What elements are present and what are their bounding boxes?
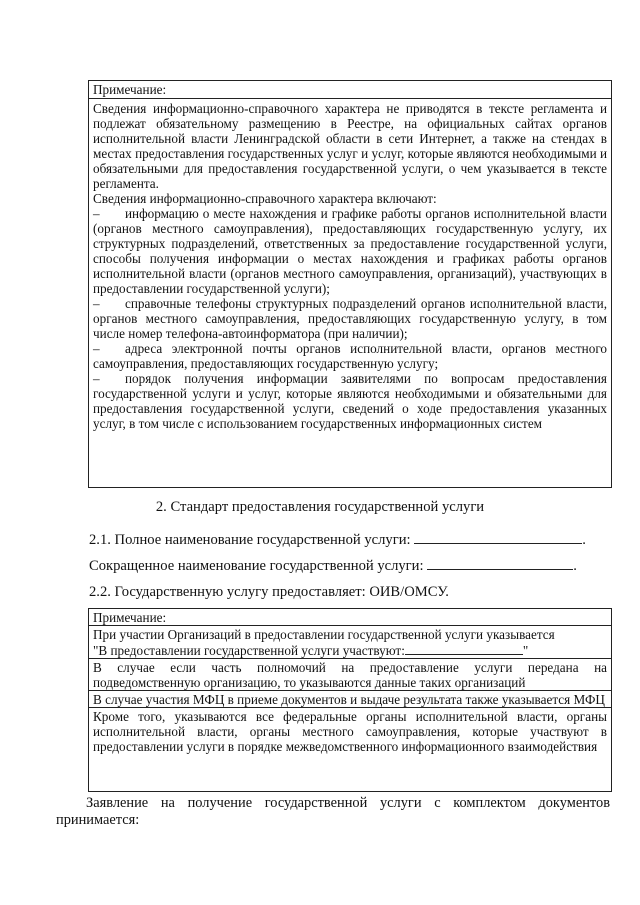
note-content-row <box>89 99 611 431</box>
short-name-label: Сокращенное наименование государственной услуги: <box>89 558 424 574</box>
note-title: Примечание: <box>93 82 167 97</box>
note2-row2-text: В случае если часть полномочий на предоставление услуги передана на подведомственную организацию, то указываются данные таких организаций <box>93 660 607 690</box>
note2-row4-text: Кроме того, указываются все федеральные органы исполнительной власти, органы исполнительной власти, органы местного самоуправления, которые участвуют в предоставлении услуги в порядке межведомственного информационного взаимодействия <box>93 709 607 754</box>
note-title-row <box>89 81 611 99</box>
full-name-label: 2.1. Полное наименование государственной услуги: <box>89 532 411 548</box>
closing-paragraph: Заявление на получение государственной услуги с комплектом документов принимается: <box>56 795 610 828</box>
full-name-line: 2.1. Полное наименование государственной услуги: . <box>89 532 586 548</box>
section-title: 2. Стандарт предоставления государственной услуги <box>155 499 485 515</box>
note-paragraph-intro: Сведения информационно-справочного характера включают: <box>93 191 437 206</box>
provider-line: 2.2. Государственную услугу предоставляет: ОИВ/ОМСУ. <box>89 584 449 600</box>
note-list-item: – информацию о месте нахождения и графике работы органов исполнительной власти (органов местного самоуправления), предоставляющих государственную услугу, их структурных подразделений, ответственных за предоставление государственной услуги, способы получения информации о местах нахождения и графиках работы органов исполнительной власти (органов местного самоуправления, организаций), участвующих в предоставлении государственной услуги); <box>93 206 607 296</box>
note2-row3-text: В случае участия МФЦ в приеме документов и выдаче результата также указывается МФЦ <box>93 692 605 707</box>
note2-row1-line2: "В предоставлении государственной услуги участвуют: " <box>93 643 529 658</box>
short-name-line: Сокращенное наименование государственной услуги: . <box>89 558 577 574</box>
note-box-info <box>88 80 612 488</box>
note2-row1-line1: При участии Организаций в предоставлении государственной услуги указывается <box>93 627 555 642</box>
note-list-item: – справочные телефоны структурных подразделений органов исполнительной власти, органов местного самоуправления, предоставляющих государственную услугу, в том числе номер телефона-автоинформатора (при наличии); <box>93 296 607 341</box>
note2-row-mfc <box>89 691 611 708</box>
participants-blank <box>405 642 523 655</box>
note2-title-row <box>89 609 611 626</box>
note2-row-federal <box>89 708 611 754</box>
note2-row-organizations <box>89 626 611 659</box>
full-name-blank <box>414 531 582 544</box>
short-name-blank <box>427 557 573 570</box>
note-list-item: – порядок получения информации заявителями по вопросам предоставления государственной услуги и услуг, которые являются необходимыми и обязательными для предоставления государственной услуги, сведений о ходе предоставления указанных услуг, в том числе с использованием государственных информационных систем <box>93 371 607 431</box>
note-paragraph: Сведения информационно-справочного характера не приводятся в тексте регламента и подлежат обязательному размещению в Реестре, на официальных сайтах органов исполнительной власти Ленинградской области в сети Интернет, а также на стендах в местах предоставления государственных услуг и услуг, которые являются необходимыми и обязательными для предоставления государственной услуги, о чем указывается в тексте регламента. <box>93 101 607 191</box>
note-box-participants <box>88 608 612 792</box>
note-list-item: – адреса электронной почты органов исполнительной власти, органов местного самоуправления, предоставляющих государственную услугу; <box>93 341 607 371</box>
note2-title: Примечание: <box>93 610 167 625</box>
note2-row-subordinate <box>89 659 611 691</box>
